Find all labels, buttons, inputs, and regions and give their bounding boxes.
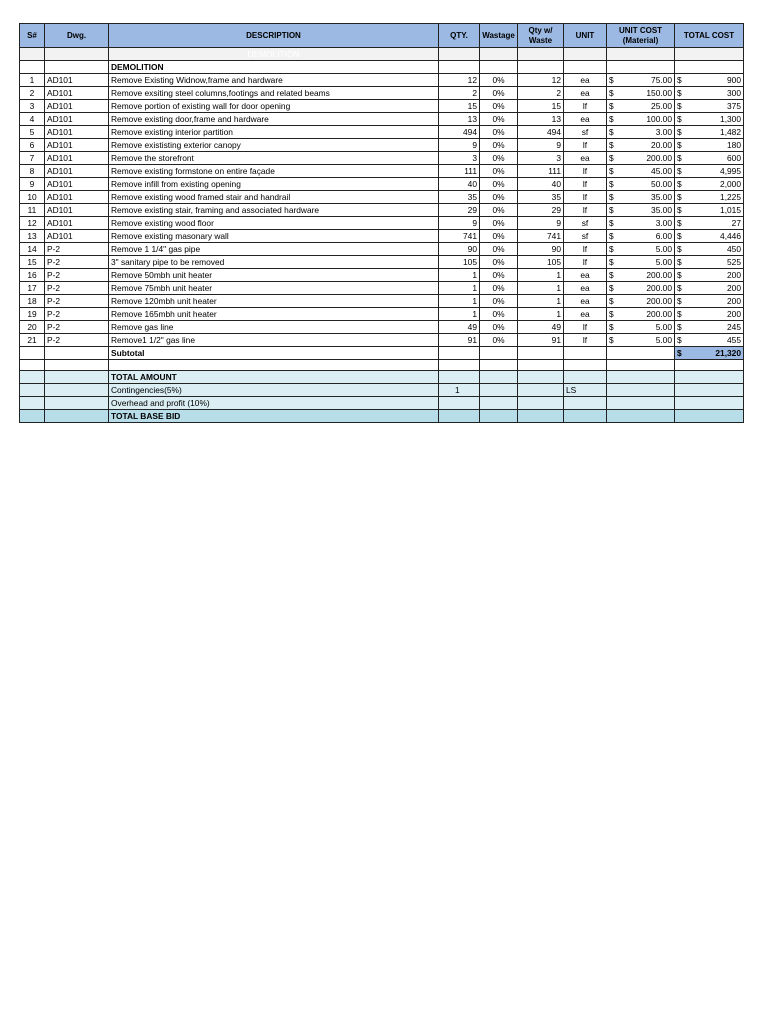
row-description: Remove1 1/2" gas line xyxy=(109,334,439,347)
row-unit-cost: $ 45.00 xyxy=(607,165,675,178)
row-dwg: AD101 xyxy=(45,113,109,126)
row-unit-cost: $ 5.00 xyxy=(607,256,675,269)
table-row xyxy=(20,230,744,243)
row-qty-waste: 494 xyxy=(518,126,564,139)
total-base-bid-label: TOTAL BASE BID xyxy=(109,410,439,423)
row-description: Remove 75mbh unit heater xyxy=(109,282,439,295)
row-number: 13 xyxy=(20,230,45,243)
row-dwg: P-2 xyxy=(45,295,109,308)
row-total-cost: $ 4,995 xyxy=(675,165,744,178)
header-row xyxy=(20,24,744,48)
row-number: 7 xyxy=(20,152,45,165)
row-number: 6 xyxy=(20,139,45,152)
row-wastage: 0% xyxy=(480,74,518,87)
row-unit-cost: $ 6.00 xyxy=(607,230,675,243)
row-unit-cost: $ 200.00 xyxy=(607,269,675,282)
row-total-cost: $ 245 xyxy=(675,321,744,334)
contingencies-qty: 1 xyxy=(439,384,480,397)
table-row xyxy=(20,334,744,347)
row-qty-waste: 35 xyxy=(518,191,564,204)
row-total-cost: $ 27 xyxy=(675,217,744,230)
row-dwg: P-2 xyxy=(45,269,109,282)
table-row xyxy=(20,113,744,126)
row-qty-waste: 741 xyxy=(518,230,564,243)
subtotal-total: $ 21,320 xyxy=(675,347,744,360)
row-unit: lf xyxy=(564,204,607,217)
row-description: Remove 165mbh unit heater xyxy=(109,308,439,321)
section-banner: DEMOLITION xyxy=(109,48,439,61)
contingencies-unit: LS xyxy=(564,384,607,397)
row-number: 2 xyxy=(20,87,45,100)
overhead-label: Overhead and profit (10%) xyxy=(109,397,439,410)
row-wastage: 0% xyxy=(480,113,518,126)
row-total-cost: $ 455 xyxy=(675,334,744,347)
row-description: Remove the storefront xyxy=(109,152,439,165)
row-qty: 29 xyxy=(439,204,480,217)
section-banner-row xyxy=(20,48,744,61)
row-description: Remove 120mbh unit heater xyxy=(109,295,439,308)
row-number: 15 xyxy=(20,256,45,269)
table-row xyxy=(20,256,744,269)
row-number: 17 xyxy=(20,282,45,295)
row-number: 21 xyxy=(20,334,45,347)
row-dwg: AD101 xyxy=(45,87,109,100)
row-number: 8 xyxy=(20,165,45,178)
row-unit: sf xyxy=(564,230,607,243)
row-number: 5 xyxy=(20,126,45,139)
contingencies-row xyxy=(20,384,744,397)
section-label: DEMOLITION xyxy=(109,61,439,74)
row-qty-waste: 3 xyxy=(518,152,564,165)
row-number: 9 xyxy=(20,178,45,191)
row-unit-cost: $ 5.00 xyxy=(607,334,675,347)
row-unit: sf xyxy=(564,126,607,139)
row-unit-cost: $ 3.00 xyxy=(607,217,675,230)
row-qty: 3 xyxy=(439,152,480,165)
subtotal-label: Subtotal xyxy=(109,347,439,360)
row-wastage: 0% xyxy=(480,295,518,308)
row-description: Remove existing formstone on entire façade xyxy=(109,165,439,178)
row-wastage: 0% xyxy=(480,178,518,191)
row-total-cost: $ 1,482 xyxy=(675,126,744,139)
row-number: 12 xyxy=(20,217,45,230)
row-unit: ea xyxy=(564,74,607,87)
row-qty: 91 xyxy=(439,334,480,347)
row-number: 20 xyxy=(20,321,45,334)
row-dwg: P-2 xyxy=(45,321,109,334)
row-dwg: AD101 xyxy=(45,217,109,230)
row-total-cost: $ 200 xyxy=(675,282,744,295)
row-unit-cost: $ 20.00 xyxy=(607,139,675,152)
row-number: 19 xyxy=(20,308,45,321)
row-number: 3 xyxy=(20,100,45,113)
row-number: 18 xyxy=(20,295,45,308)
row-total-cost: $ 180 xyxy=(675,139,744,152)
row-unit-cost: $ 100.00 xyxy=(607,113,675,126)
header-sn: S# xyxy=(20,24,45,48)
row-unit: lf xyxy=(564,191,607,204)
row-qty: 1 xyxy=(439,308,480,321)
row-qty: 15 xyxy=(439,100,480,113)
row-dwg: P-2 xyxy=(45,243,109,256)
row-unit: lf xyxy=(564,321,607,334)
row-wastage: 0% xyxy=(480,126,518,139)
table-row xyxy=(20,308,744,321)
row-qty-waste: 1 xyxy=(518,269,564,282)
row-dwg: AD101 xyxy=(45,126,109,139)
row-qty-waste: 111 xyxy=(518,165,564,178)
row-dwg: AD101 xyxy=(45,139,109,152)
row-qty: 105 xyxy=(439,256,480,269)
table-row xyxy=(20,178,744,191)
row-qty-waste: 40 xyxy=(518,178,564,191)
row-qty-waste: 105 xyxy=(518,256,564,269)
header-unit-cost: UNIT COST (Material) xyxy=(607,24,675,48)
header-total-cost: TOTAL COST xyxy=(675,24,744,48)
row-unit: lf xyxy=(564,256,607,269)
row-wastage: 0% xyxy=(480,152,518,165)
table-row xyxy=(20,321,744,334)
table-row xyxy=(20,243,744,256)
row-description: Remove exsiting steel columns,footings and related beams xyxy=(109,87,439,100)
row-unit: ea xyxy=(564,269,607,282)
row-dwg: AD101 xyxy=(45,152,109,165)
row-unit-cost: $ 3.00 xyxy=(607,126,675,139)
row-number: 16 xyxy=(20,269,45,282)
row-qty-waste: 9 xyxy=(518,217,564,230)
row-description: Remove portion of existing wall for door opening xyxy=(109,100,439,113)
row-unit: lf xyxy=(564,100,607,113)
table-row xyxy=(20,87,744,100)
contingencies-label: Contingencies(5%) xyxy=(109,384,439,397)
row-unit-cost: $ 200.00 xyxy=(607,282,675,295)
row-qty: 741 xyxy=(439,230,480,243)
row-unit-cost: $ 5.00 xyxy=(607,321,675,334)
row-number: 10 xyxy=(20,191,45,204)
total-amount-label: TOTAL AMOUNT xyxy=(109,371,439,384)
row-unit-cost: $ 25.00 xyxy=(607,100,675,113)
row-qty-waste: 1 xyxy=(518,295,564,308)
table-row xyxy=(20,191,744,204)
row-qty: 9 xyxy=(439,139,480,152)
table-row xyxy=(20,139,744,152)
row-total-cost: $ 600 xyxy=(675,152,744,165)
estimate-sheet xyxy=(19,23,744,423)
row-unit: ea xyxy=(564,87,607,100)
row-qty: 2 xyxy=(439,87,480,100)
row-qty: 111 xyxy=(439,165,480,178)
row-unit: sf xyxy=(564,217,607,230)
row-qty: 13 xyxy=(439,113,480,126)
row-unit-cost: $ 200.00 xyxy=(607,308,675,321)
row-dwg: AD101 xyxy=(45,100,109,113)
table-row xyxy=(20,100,744,113)
row-wastage: 0% xyxy=(480,87,518,100)
row-unit-cost: $ 50.00 xyxy=(607,178,675,191)
row-qty: 35 xyxy=(439,191,480,204)
row-qty-waste: 29 xyxy=(518,204,564,217)
row-description: Remove existing wood floor xyxy=(109,217,439,230)
row-dwg: AD101 xyxy=(45,165,109,178)
header-unit: UNIT xyxy=(564,24,607,48)
row-total-cost: $ 900 xyxy=(675,74,744,87)
row-qty-waste: 1 xyxy=(518,282,564,295)
row-number: 1 xyxy=(20,74,45,87)
table-row xyxy=(20,152,744,165)
row-qty-waste: 13 xyxy=(518,113,564,126)
row-description: Remove gas line xyxy=(109,321,439,334)
row-qty: 9 xyxy=(439,217,480,230)
row-number: 4 xyxy=(20,113,45,126)
table-row xyxy=(20,282,744,295)
row-qty: 1 xyxy=(439,269,480,282)
row-qty: 494 xyxy=(439,126,480,139)
row-total-cost: $ 200 xyxy=(675,308,744,321)
row-total-cost: $ 200 xyxy=(675,295,744,308)
row-dwg: AD101 xyxy=(45,204,109,217)
row-wastage: 0% xyxy=(480,204,518,217)
header-qty: QTY. xyxy=(439,24,480,48)
row-unit: lf xyxy=(564,139,607,152)
row-wastage: 0% xyxy=(480,256,518,269)
row-dwg: AD101 xyxy=(45,178,109,191)
row-qty-waste: 90 xyxy=(518,243,564,256)
row-wastage: 0% xyxy=(480,100,518,113)
row-total-cost: $ 4,446 xyxy=(675,230,744,243)
row-description: Remove existing wood framed stair and handrail xyxy=(109,191,439,204)
row-qty: 12 xyxy=(439,74,480,87)
section-label-row xyxy=(20,61,744,74)
row-total-cost: $ 525 xyxy=(675,256,744,269)
row-dwg: P-2 xyxy=(45,308,109,321)
row-qty: 1 xyxy=(439,295,480,308)
row-wastage: 0% xyxy=(480,321,518,334)
table-row xyxy=(20,126,744,139)
row-description: Remove existing interior partition xyxy=(109,126,439,139)
row-number: 11 xyxy=(20,204,45,217)
header-qty-waste: Qty w/ Waste xyxy=(518,24,564,48)
table-row xyxy=(20,165,744,178)
row-wastage: 0% xyxy=(480,308,518,321)
row-unit: lf xyxy=(564,334,607,347)
row-qty-waste: 49 xyxy=(518,321,564,334)
total-amount-row xyxy=(20,371,744,384)
row-unit: ea xyxy=(564,295,607,308)
row-total-cost: $ 1,225 xyxy=(675,191,744,204)
row-unit-cost: $ 5.00 xyxy=(607,243,675,256)
row-qty-waste: 1 xyxy=(518,308,564,321)
row-qty-waste: 91 xyxy=(518,334,564,347)
table-row xyxy=(20,204,744,217)
row-unit: lf xyxy=(564,178,607,191)
table-row xyxy=(20,269,744,282)
row-unit-cost: $ 35.00 xyxy=(607,204,675,217)
row-qty: 40 xyxy=(439,178,480,191)
row-unit: ea xyxy=(564,282,607,295)
row-qty-waste: 9 xyxy=(518,139,564,152)
row-total-cost: $ 2,000 xyxy=(675,178,744,191)
row-total-cost: $ 200 xyxy=(675,269,744,282)
row-total-cost: $ 1,015 xyxy=(675,204,744,217)
row-wastage: 0% xyxy=(480,139,518,152)
row-qty: 49 xyxy=(439,321,480,334)
row-description: Remove existing door,frame and hardware xyxy=(109,113,439,126)
row-unit: ea xyxy=(564,113,607,126)
row-description: Remove existing stair, framing and associated hardware xyxy=(109,204,439,217)
table-row xyxy=(20,74,744,87)
row-dwg: P-2 xyxy=(45,334,109,347)
row-wastage: 0% xyxy=(480,165,518,178)
table-row xyxy=(20,295,744,308)
row-unit-cost: $ 75.00 xyxy=(607,74,675,87)
row-wastage: 0% xyxy=(480,230,518,243)
row-description: Remove existing masonary wall xyxy=(109,230,439,243)
row-total-cost: $ 300 xyxy=(675,87,744,100)
row-wastage: 0% xyxy=(480,191,518,204)
row-wastage: 0% xyxy=(480,217,518,230)
row-total-cost: $ 450 xyxy=(675,243,744,256)
row-qty-waste: 12 xyxy=(518,74,564,87)
row-total-cost: $ 1,300 xyxy=(675,113,744,126)
row-unit: lf xyxy=(564,243,607,256)
row-number: 14 xyxy=(20,243,45,256)
spacer-row xyxy=(20,360,744,371)
table-row xyxy=(20,217,744,230)
row-description: Remove 1 1/4" gas pipe xyxy=(109,243,439,256)
row-description: Remove infill from existing opening xyxy=(109,178,439,191)
row-qty: 1 xyxy=(439,282,480,295)
row-wastage: 0% xyxy=(480,334,518,347)
row-unit-cost: $ 35.00 xyxy=(607,191,675,204)
row-wastage: 0% xyxy=(480,269,518,282)
subtotal-row xyxy=(20,347,744,360)
row-wastage: 0% xyxy=(480,243,518,256)
total-base-bid-row xyxy=(20,410,744,423)
row-dwg: AD101 xyxy=(45,74,109,87)
row-dwg: P-2 xyxy=(45,282,109,295)
row-qty-waste: 2 xyxy=(518,87,564,100)
row-description: 3" sanitary pipe to be removed xyxy=(109,256,439,269)
overhead-row xyxy=(20,397,744,410)
row-description: Remove 50mbh unit heater xyxy=(109,269,439,282)
row-description: Remove exististing exterior canopy xyxy=(109,139,439,152)
row-dwg: AD101 xyxy=(45,230,109,243)
row-unit-cost: $ 200.00 xyxy=(607,295,675,308)
row-wastage: 0% xyxy=(480,282,518,295)
header-wastage: Wastage xyxy=(480,24,518,48)
row-unit-cost: $ 200.00 xyxy=(607,152,675,165)
row-unit: lf xyxy=(564,165,607,178)
row-unit: ea xyxy=(564,308,607,321)
row-qty-waste: 15 xyxy=(518,100,564,113)
row-unit-cost: $ 150.00 xyxy=(607,87,675,100)
row-unit: ea xyxy=(564,152,607,165)
header-description: DESCRIPTION xyxy=(109,24,439,48)
row-dwg: AD101 xyxy=(45,191,109,204)
row-total-cost: $ 375 xyxy=(675,100,744,113)
row-qty: 90 xyxy=(439,243,480,256)
header-dwg: Dwg. xyxy=(45,24,109,48)
row-dwg: P-2 xyxy=(45,256,109,269)
row-description: Remove Existing Widnow,frame and hardware xyxy=(109,74,439,87)
